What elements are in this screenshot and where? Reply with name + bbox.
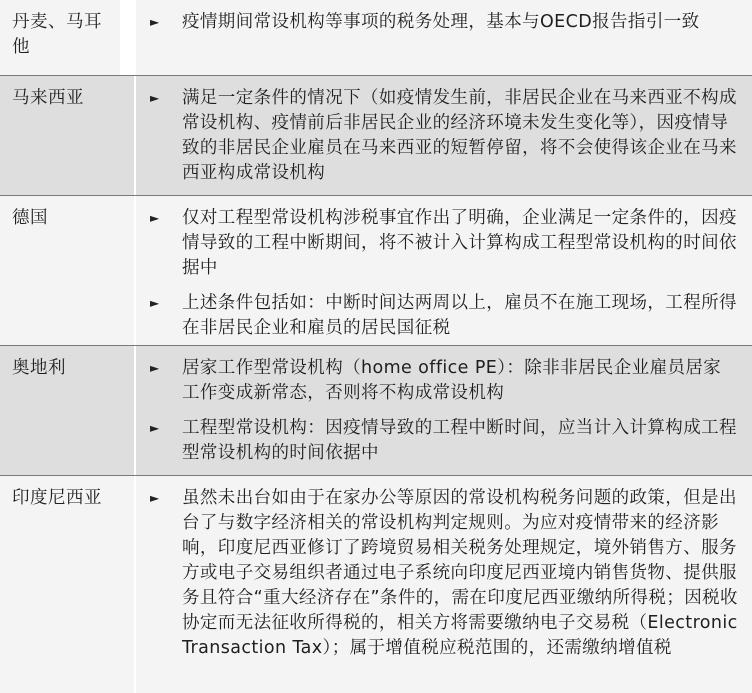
country-label: 德国 [12,208,48,228]
bullet-item [150,356,738,406]
bullet-item [150,486,738,661]
bullet-arrow-icon: ► [150,421,160,435]
table-row-malaysia [0,76,752,196]
bullet-text: 工程型常设机构：因疫情导致的工程中断时间，应当计入计算构成工程型常设机构的时间依据中 [182,418,737,463]
country-label: 奥地利 [12,358,66,378]
bullet-arrow-icon: ► [150,91,160,105]
bullet-text: 虽然未出台如由于在家办公等原因的常设机构税务问题的政策，但是出台了与数字经济相关的常设机构判定规则。为应对疫情带来的经济影响，印度尼西亚修订了跨境贸易相关税务处理规定，境外销售方、服务方或电子交易组织者通过电子系统向印度尼西亚境内销售货物、提供服务且符合“重大经济存在”条件的，需在印度尼西亚缴纳所得税；因税收协定而无法征收所得税的，相关方将需要缴纳电子交易税（Electronic Transaction Tax）；属于增值税应税范围的，还需缴纳增值税 [182,488,738,658]
country-cell [0,196,134,345]
content-cell [136,76,752,195]
bullet-arrow-icon: ► [150,296,160,310]
country-label: 丹麦、马耳他 [12,12,102,57]
country-label: 印度尼西亚 [12,488,102,508]
bullet-item [150,291,738,341]
bullet-text: 上述条件包括如：中断时间达两周以上，雇员不在施工现场，工程所得在非居民企业和雇员的居民国征税 [182,293,737,338]
table-row-germany [0,196,752,346]
bullet-text: 仅对工程型常设机构涉税事宜作出了明确，企业满足一定条件的，因疫情导致的工程中断期间，将不被计入计算构成工程型常设机构的时间依据中 [182,208,737,278]
country-cell [0,346,134,475]
content-cell [136,196,752,345]
country-cell [0,476,134,693]
table-row-austria [0,346,752,476]
bullet-arrow-icon: ► [150,361,160,375]
content-cell [136,476,752,693]
bullet-arrow-icon: ► [150,15,160,29]
content-cell [136,0,752,75]
bullet-text: 满足一定条件的情况下（如疫情发生前，非居民企业在马来西亚不构成常设机构、疫情前后非居民企业的经济环境未发生变化等），因疫情导致的非居民企业雇员在马来西亚的短暂停留，将不会使得该企业在马来西亚构成常设机构 [182,88,737,183]
bullet-item [150,10,738,35]
country-cell [0,0,120,75]
bullet-item [150,86,738,186]
content-cell [136,346,752,475]
bullet-text: 居家工作型常设机构（home office PE）：除非非居民企业雇员居家工作变成新常态，否则将不构成常设机构 [182,358,722,403]
bullet-item [150,416,738,466]
table-row-denmark-malta [0,0,752,76]
bullet-text: 疫情期间常设机构等事项的税务处理，基本与OECD报告指引一致 [182,12,700,32]
bullet-arrow-icon: ► [150,211,160,225]
table-row-indonesia [0,476,752,693]
bullet-arrow-icon: ► [150,491,160,505]
country-cell [0,76,134,195]
bullet-item [150,206,738,281]
country-label: 马来西亚 [12,88,84,108]
